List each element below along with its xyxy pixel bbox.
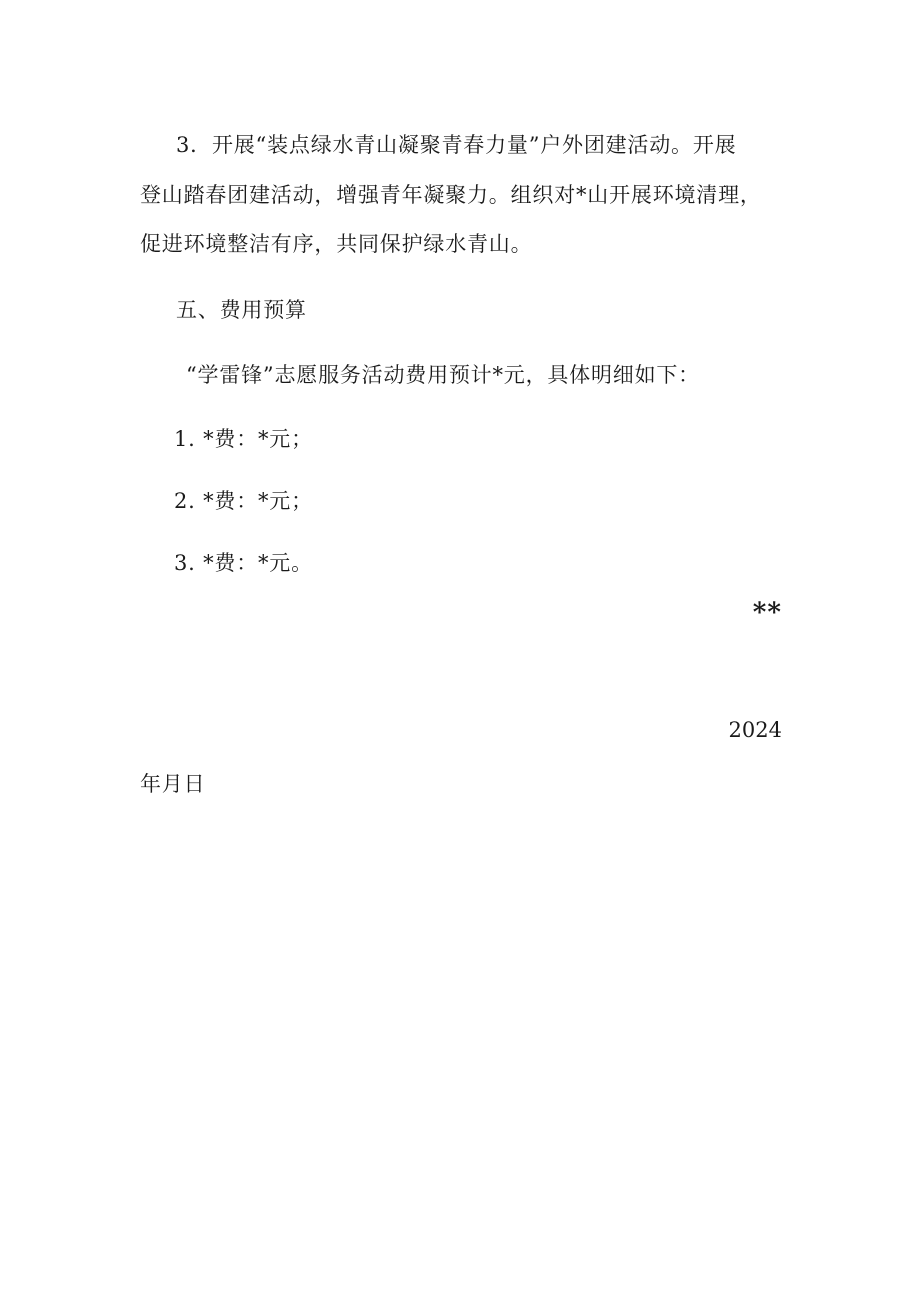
budget-intro: “学雷锋”志愿服务活动费用预计*元，具体明细如下：	[186, 363, 700, 387]
paragraph-3-line-2: 登山踏春团建活动，增强青年凝聚力。组织对*山开展环境清理，	[140, 183, 762, 207]
section-heading: 五、费用预算	[176, 298, 307, 322]
budget-item-2: 2. *费：*元；	[174, 489, 313, 513]
budget-item-3: 3. *费：*元。	[174, 551, 313, 575]
date-rest: 年月日	[140, 772, 206, 796]
date-year: 2024	[728, 718, 782, 742]
paragraph-3-line-1: 3．开展“装点绿水青山凝聚青春力量”户外团建活动。开展	[176, 133, 737, 157]
budget-item-1: 1. *费：*元；	[174, 427, 313, 451]
paragraph-3-line-3: 促进环境整洁有序，共同保护绿水青山。	[140, 232, 533, 256]
signature-placeholder: **	[752, 598, 782, 628]
